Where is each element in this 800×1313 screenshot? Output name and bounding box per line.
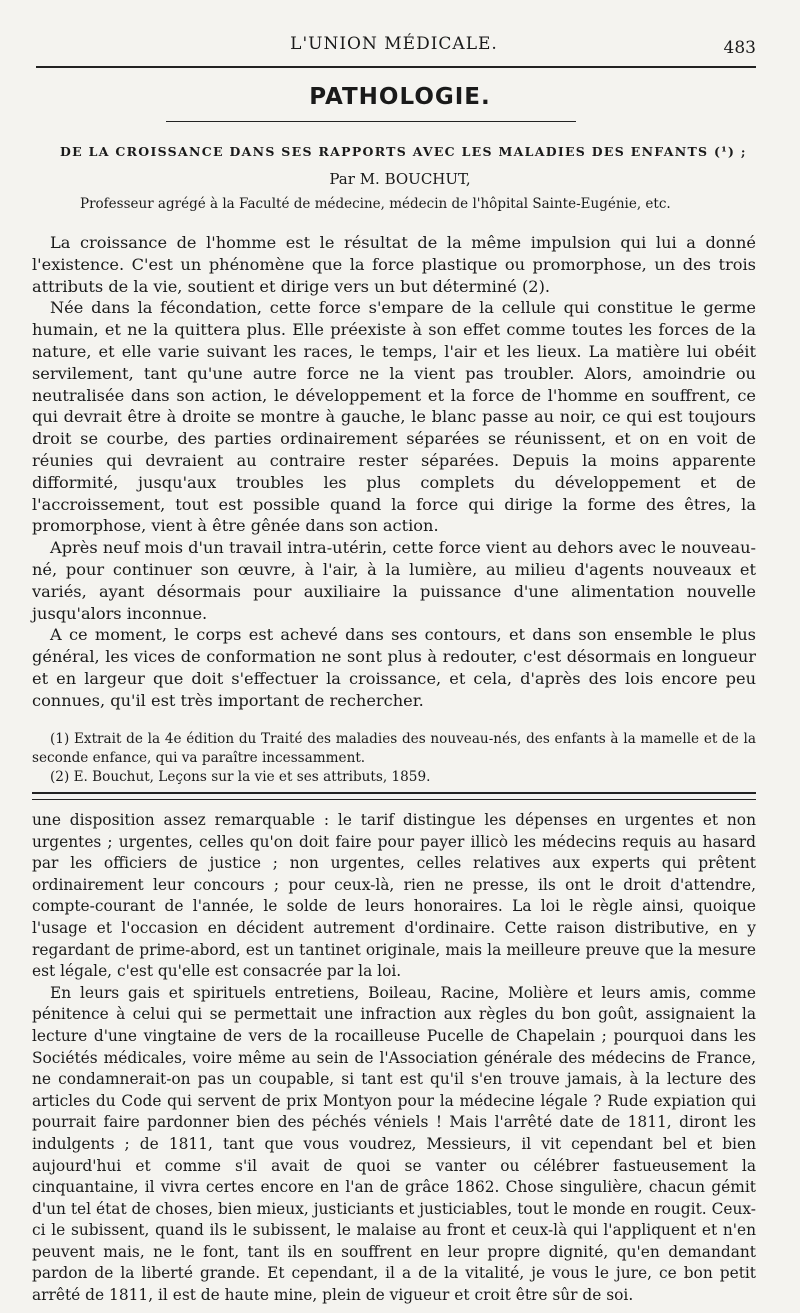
running-head	[32, 34, 756, 60]
footnote-1: (1) Extrait de la 4e édition du Traité des maladies des nouveau-nés, des enfants à la mamelle et de la seconde enfance, qui va paraître incessamment.	[32, 731, 756, 766]
article-body	[32, 232, 756, 712]
footnote-2: (2) E. Bouchut, Leçons sur la vie et ses attributs, 1859.	[50, 769, 431, 785]
body-paragraph-4: A ce moment, le corps est achevé dans ses contours, et dans son ensemble le plus général, les vices de conformation ne sont plus à redouter, c'est désormais en longueur et en largeur que doit s'effectuer la croissance, et cela, d'après des lois encore peu connues, qu'il est très important de rechercher.	[32, 625, 756, 710]
lower-paragraph-2: En leurs gais et spirituels entretiens, Boileau, Racine, Molière et leurs amis, comme pénitence à celui qui se permettait une infraction aux règles du bon goût, assignaient la lecture d'une vingtaine de vers de la rocailleuse Pucelle de Chapelain ; pourquoi dans les Sociétés médicales, voire même au sein de l'Association générale des médecins de France, ne condamnerait-on pas un coupable, si tant est qu'il s'en trouve jamais, à la lecture des articles du Code qui servent de prix Montyon pour la médecine légale ? Rude expiation qui pourrait faire pardonner bien des péchés véniels ! Mais l'arrêté date de 1811, diront les indulgents ; de 1811, tant que vous voudrez, Messieurs, il vit cependant bel et bien aujourd'hui et comme s'il avait de quoi se vanter ou célébrer fastueusement la cinquantaine, il vivra certes encore en l'an de grâce 1862. Chose singulière, chacun gémit d'un tel état de choses, bien mieux, justiciants et justiciables, tout le monde en rougit. Ceux-ci le subissent, quand ils le subissent, le malaise au front et ceux-là qui l'appliquent et n'en peuvent mais, ne le font, tant ils en souffrent en leur propre dignité, qu'en demandant pardon de la liberté grande. Et cependant, il a de la vitalité, je vous le jure, ce bon petit arrêté de 1811, il est de haute mine, plein de vigueur et croit être sûr de soi.	[32, 983, 756, 1305]
feuilleton-rule	[32, 792, 756, 800]
author-affiliation: Professeur agrégé à la Faculté de médecine, médecin de l'hôpital Sainte-Eugénie, etc.	[80, 196, 671, 212]
page-number: 483	[723, 38, 756, 58]
section-rule	[166, 121, 576, 122]
body-paragraph-2: Née dans la fécondation, cette force s'empare de la cellule qui constitue le germe humain, et ne la quittera plus. Elle préexiste à son effet comme toutes les forces de la nature, et elle varie suivant les races, le temps, l'air et les lieux. La matière lui obéit servilement, tant qu'une autre force ne la vient pas troubler. Alors, amoindrie ou neutralisée dans son action, le développement et la force de l'homme en souffrent, ce qui devrait être à droite se montre à gauche, le blanc passe au noir, ce qui est toujours droit se courbe, des parties ordinairement séparées se réunissent, et on en voit de réunies qui devraient au contraire rester séparées. Depuis la moins apparente difformité, jusqu'aux troubles les plus complets du développement et de l'accroissement, tout est possible quand la force qui dirige la forme des êtres, la promorphose, vient à être gênée dans son action.	[32, 298, 756, 536]
body-paragraph-1: La croissance de l'homme est le résultat de la même impulsion qui lui a donné l'existence. C'est un phénomène que la force plastique ou promorphose, un des trois attributs de la vie, soutient et dirige vers un but déterminé (2).	[32, 233, 756, 296]
article-byline: Par M. BOUCHUT,	[329, 170, 471, 188]
section-heading: PATHOLOGIE.	[309, 84, 491, 110]
feuilleton-text	[32, 810, 756, 1307]
footnotes	[32, 730, 756, 787]
body-paragraph-3: Après neuf mois d'un travail intra-utérin, cette force vient au dehors avec le nouveau-né, pour continuer son œuvre, à l'air, à la lumière, au milieu d'agents nouveaux et variés, ayant désormais pour auxiliaire la puissance d'une alimentation nouvelle jusqu'alors inconnue.	[32, 538, 756, 623]
article-title: DE LA CROISSANCE DANS SES RAPPORTS AVEC LES MALADIES DES ENFANTS (¹) ;	[60, 144, 747, 159]
lower-paragraph-1: une disposition assez remarquable : le tarif distingue les dépenses en urgentes et non urgentes ; urgentes, celles qu'on doit faire pour payer illicò les médecins requis au hasard par les officiers de justice ; non urgentes, celles relatives aux experts qui prêtent ordinairement leur concours ; pour ceux-là, rien ne presse, ils ont le droit d'attendre, compte-courant de l'année, le solde de leurs honoraires. La loi le règle ainsi, quoique l'usage et l'occasion en décident autrement d'ordinaire. Cette raison distributive, en y regardant de prime-abord, est un tantinet originale, mais la meilleure preuve que la mesure est légale, c'est qu'elle est consacrée par la loi.	[32, 811, 756, 981]
running-title: L'UNION MÉDICALE.	[290, 34, 498, 54]
header-rule	[36, 66, 756, 68]
